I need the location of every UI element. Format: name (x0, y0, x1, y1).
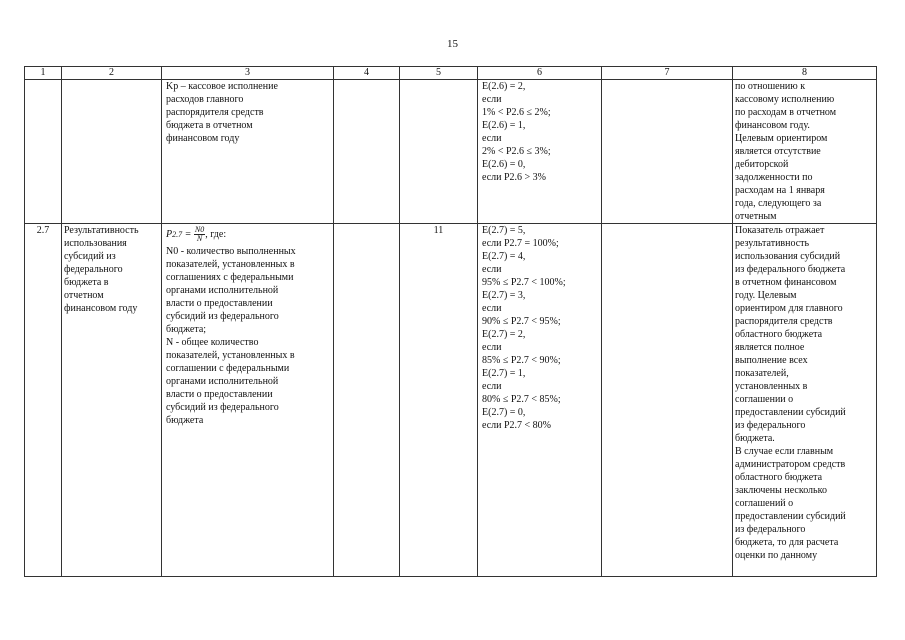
scoring-cell (478, 80, 602, 224)
text-line: Показатель отражает (735, 225, 825, 236)
text-line: задолженности по (735, 172, 813, 183)
text-line: предоставлении субсидий (735, 511, 846, 522)
formula-suffix: , где: (205, 228, 227, 240)
text-line: финансовом году (64, 303, 138, 314)
text-line: 80% ≤ P2.7 < 85%; (482, 394, 561, 405)
formula (166, 226, 331, 243)
text-line: власти о предоставлении (166, 389, 273, 400)
text-line: если (482, 381, 502, 392)
text-line: из федерального (735, 524, 806, 535)
row-number-cell: 2.7 (25, 224, 62, 577)
text-line: бюджета; (166, 324, 207, 335)
text-line: по расходам в отчетном (735, 107, 837, 118)
table-row (25, 80, 877, 224)
indicator-name-cell (62, 224, 162, 577)
text-line: заключены несколько (735, 485, 827, 496)
formula-cell (162, 80, 334, 224)
text-line: если (482, 342, 502, 353)
column-header: 7 (602, 67, 733, 80)
text-line: является полное (735, 342, 805, 353)
text-line: N - общее количество (166, 337, 259, 348)
text-line: субсидий из федерального (166, 311, 279, 322)
column-header: 4 (334, 67, 400, 80)
text-line: если P2.7 = 100%; (482, 238, 559, 249)
numerator-sub: 0 (200, 225, 205, 234)
text-line: если (482, 133, 502, 144)
column-number-row (25, 67, 877, 80)
indicator-name-cell (62, 80, 162, 224)
text-line: финансовом году (166, 133, 240, 144)
text-line: соглашении о (735, 394, 794, 405)
text-line: 1% < P2.6 ≤ 2%; (482, 107, 551, 118)
empty-cell (602, 80, 733, 224)
empty-cell (334, 224, 400, 577)
scoring-cell (478, 224, 602, 577)
text-line: бюджета. (735, 433, 775, 444)
text-line: из федерального бюджета (735, 264, 846, 275)
text-line: распорядителя средств (735, 316, 833, 327)
text-line: отчетным (735, 211, 777, 222)
text-line: ориентиром для главного (735, 303, 843, 314)
text-line: финансовом году. (735, 120, 810, 131)
text-line: E(2.7) = 5, (482, 225, 526, 236)
text-line: областного бюджета (735, 472, 823, 483)
text-line: оценки по данному (735, 550, 818, 561)
text-line: бюджета в (64, 277, 109, 288)
text-line: предоставлении субсидий (735, 407, 846, 418)
text-line: E(2.6) = 1, (482, 120, 526, 131)
column-header: 3 (162, 67, 334, 80)
text-line: E(2.6) = 0, (482, 159, 526, 170)
empty-cell (334, 80, 400, 224)
text-line: показателей, установленных в (166, 259, 295, 270)
text-line: использования субсидий (735, 251, 841, 262)
text-line: власти о предоставлении (166, 298, 273, 309)
text-line: Целевым ориентиром (735, 133, 828, 144)
text-line: соглашений о (735, 498, 794, 509)
text-line: году. Целевым (735, 290, 797, 301)
column-header: 6 (478, 67, 602, 80)
text-line: В случае если главным (735, 446, 834, 457)
column-header: 2 (62, 67, 162, 80)
text-line: по отношению к (735, 81, 806, 92)
text-line: если P2.6 > 3% (482, 172, 546, 183)
text-line: установленных в (735, 381, 808, 392)
row-number-cell (25, 80, 62, 224)
text-line: расходам на 1 января (735, 185, 825, 196)
weight-cell: 11 (400, 224, 478, 577)
text-line: E(2.7) = 2, (482, 329, 526, 340)
numerator-symbol: N (194, 225, 201, 234)
text-line: бюджета в отчетном (166, 120, 253, 131)
table-row (25, 224, 877, 577)
text-line: E(2.7) = 3, (482, 290, 526, 301)
weight-cell (400, 80, 478, 224)
text-line: является отсутствие (735, 146, 821, 157)
text-line: соглашении с федеральными (166, 363, 290, 374)
text-line: 85% ≤ P2.7 < 90%; (482, 355, 561, 366)
text-line: E(2.7) = 1, (482, 368, 526, 379)
formula-cell (162, 224, 334, 577)
text-line: использования (64, 238, 127, 249)
empty-cell (602, 224, 733, 577)
formula-lhs-sub: 2.7 (172, 229, 183, 239)
text-line: федерального (64, 264, 123, 275)
text-line: отчетном (64, 290, 104, 301)
text-line: расходов главного (166, 94, 244, 105)
column-header: 8 (733, 67, 877, 80)
text-line: органами исполнительной (166, 285, 279, 296)
text-line: года, следующего за (735, 198, 822, 209)
column-header: 1 (25, 67, 62, 80)
comment-cell (733, 80, 877, 224)
text-line: результативность (735, 238, 810, 249)
text-line: 95% ≤ P2.7 < 100%; (482, 277, 566, 288)
text-line: бюджета, то для расчета (735, 537, 839, 548)
text-line: показателей, (735, 368, 789, 379)
text-line: если (482, 303, 502, 314)
formula-lhs: P (166, 228, 173, 240)
text-line: из федерального (735, 420, 806, 431)
formula-fraction (194, 226, 205, 243)
text-line: если (482, 264, 502, 275)
text-line: E(2.7) = 4, (482, 251, 526, 262)
text-line: областного бюджета (735, 329, 823, 340)
text-line: органами исполнительной (166, 376, 279, 387)
text-line: дебиторской (735, 159, 789, 170)
text-line: если P2.7 < 80% (482, 420, 551, 431)
comment-cell (733, 224, 877, 577)
fraction-denominator: N (196, 234, 203, 243)
text-line: бюджета (166, 415, 204, 426)
text-line: показателей, установленных в (166, 350, 295, 361)
text-line: соглашениях с федеральными (166, 272, 294, 283)
text-line: N0 - количество выполненных (166, 246, 296, 257)
text-line: 90% ≤ P2.7 < 95%; (482, 316, 561, 327)
column-header: 5 (400, 67, 478, 80)
text-line: 2% < P2.6 ≤ 3%; (482, 146, 551, 157)
text-line: Kр – кассовое исполнение (166, 81, 278, 92)
text-line: субсидий из федерального (166, 402, 279, 413)
text-line: в отчетном финансовом (735, 277, 837, 288)
text-line: E(2.7) = 0, (482, 407, 526, 418)
page-number: 15 (447, 38, 458, 50)
text-line: распорядителя средств (166, 107, 264, 118)
text-line: Результативность (64, 225, 139, 236)
formula-equals: = (184, 228, 192, 240)
criteria-table (24, 66, 877, 577)
text-line: субсидий из (64, 251, 116, 262)
text-line: если (482, 94, 502, 105)
text-line: администратором средств (735, 459, 846, 470)
text-line: выполнение всех (735, 355, 808, 366)
text-line: E(2.6) = 2, (482, 81, 526, 92)
text-line: кассовому исполнению (735, 94, 835, 105)
